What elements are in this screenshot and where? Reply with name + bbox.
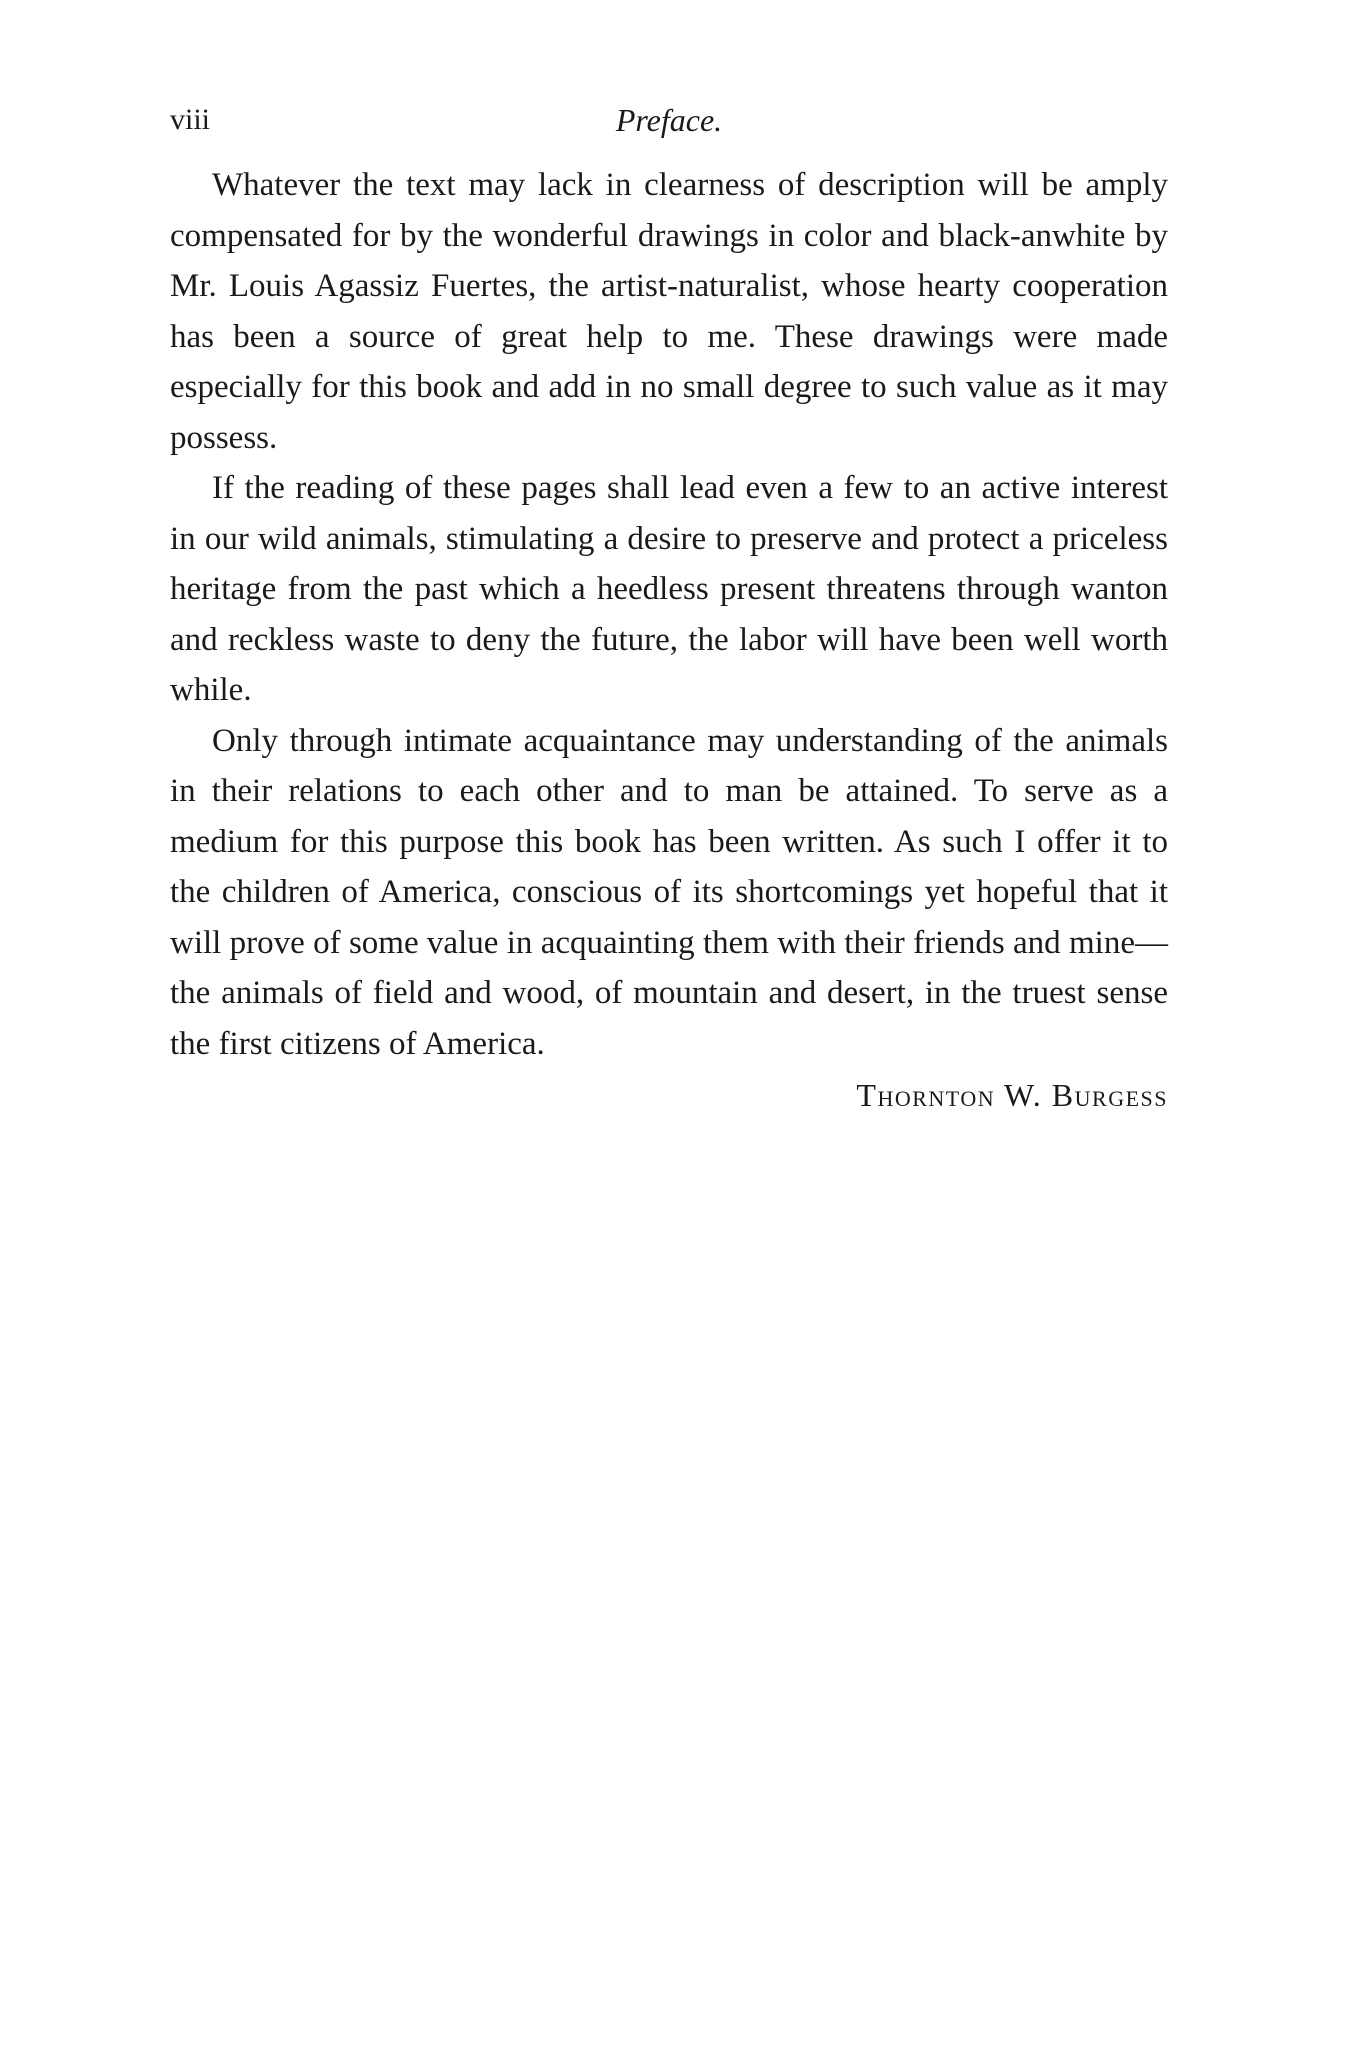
preface-body xyxy=(170,160,1168,1121)
paragraph-dedication: Only through intimate acquaintance may understanding of the animals in their relations to each other and to man be attained. To serve as a medium for this purpose this book has been written. As such I offer it to the children of America, conscious of its shortcomings yet hopeful that it will prove of some value in acquainting them with their friends and mine—the animals of field and wood, of mountain and desert, in the truest sense the first citizens of America. xyxy=(170,722,1168,1062)
paragraph-illustrations: Whatever the text may lack in clearness of description will be amply compensated for by the wonderful drawings in color and black-anwhite by Mr. Louis Agassiz Fuertes, the artist-naturalist, whose hearty cooperation has been a source of great help to me. These drawings were made especially for this book and add in no small degree to such value as it may possess. xyxy=(170,167,1168,456)
author-signature: Thornton W. Burgess xyxy=(856,1077,1168,1113)
running-title: Preface. xyxy=(615,102,723,138)
running-head xyxy=(170,96,1168,144)
page-number: viii xyxy=(170,103,211,136)
paragraph-purpose: If the reading of these pages shall lead even a few to an active interest in our wild animals, stimulating a desire to preserve and protect a priceless heritage from the past which a heedless present threatens through wanton and reckless waste to deny the future, the labor will have been well worth while. xyxy=(170,470,1168,708)
